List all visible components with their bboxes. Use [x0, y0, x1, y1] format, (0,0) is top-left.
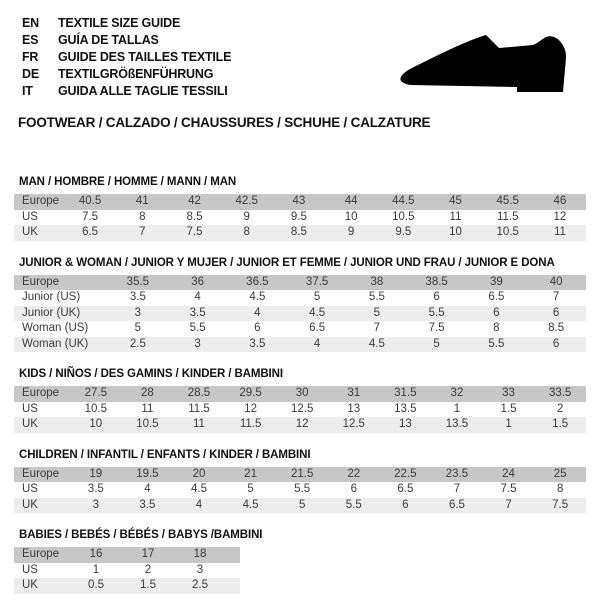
- size-cell: 2.5: [192, 579, 208, 591]
- row-label: UK: [22, 498, 38, 511]
- size-cell: 21.5: [290, 467, 314, 480]
- size-table-title: KIDS / NIÑOS / DES GAMINS / KINDER / BAMBINI: [19, 368, 283, 380]
- size-cell: 37.5: [305, 275, 329, 288]
- size-cell: 9.5: [395, 226, 412, 238]
- size-tables-container: [14, 177, 586, 594]
- size-cell: 9: [347, 226, 355, 238]
- size-cell: 6: [254, 322, 261, 334]
- size-cell: 45: [449, 195, 462, 207]
- row-label: Junior (US): [22, 291, 81, 303]
- row-label: Europe: [22, 467, 60, 480]
- size-cell: 8: [493, 322, 500, 334]
- size-cell: 13: [347, 402, 361, 415]
- size-cell: 40: [549, 275, 563, 288]
- table-row: [14, 578, 240, 594]
- size-cell: 44.5: [392, 195, 415, 207]
- language-code: IT: [22, 84, 33, 98]
- size-cell: 5.5: [488, 337, 505, 350]
- size-table: [14, 547, 240, 594]
- size-cell: 11: [553, 226, 566, 238]
- size-cell: 6: [433, 291, 440, 303]
- size-cell: 42.5: [235, 195, 258, 207]
- row-label: Woman (UK): [22, 337, 89, 350]
- table-row: [14, 547, 240, 563]
- size-cell: 3: [134, 306, 142, 319]
- size-table-title: CHILDREN / INFANTIL / ENFANTS / KINDER / BAMBINI: [19, 448, 311, 461]
- size-cell: 4: [194, 291, 201, 303]
- size-cell: 20: [192, 467, 206, 480]
- row-label: UK: [22, 418, 38, 430]
- size-cell: 5: [313, 291, 321, 303]
- size-cell: 2.5: [129, 337, 146, 350]
- size-cell: 1: [505, 418, 512, 430]
- table-row: [14, 337, 586, 353]
- size-cell: 33: [502, 387, 515, 399]
- table-row: [14, 482, 586, 498]
- size-cell: 25: [553, 467, 567, 480]
- size-cell: 5: [373, 306, 381, 319]
- row-label: US: [22, 483, 38, 495]
- size-cell: 10.5: [392, 210, 415, 223]
- size-cell: 3.5: [87, 483, 104, 495]
- size-table: [14, 194, 586, 241]
- size-cell: 6.5: [82, 226, 99, 238]
- size-table: [14, 467, 586, 514]
- size-cell: 42: [188, 195, 201, 207]
- size-cell: 10.5: [496, 226, 519, 238]
- size-cell: 45.5: [496, 195, 519, 207]
- language-code: DE: [22, 67, 39, 81]
- size-cell: 7: [373, 322, 381, 334]
- size-cell: 0.5: [88, 579, 104, 591]
- language-title: GUIDE DES TAILLES TEXTILE: [58, 50, 232, 64]
- size-cell: 6.5: [309, 322, 326, 334]
- size-cell: 10: [344, 210, 358, 223]
- size-cell: 24: [502, 467, 515, 480]
- size-cell: 4: [254, 306, 261, 319]
- size-cell: 7: [453, 483, 461, 495]
- size-cell: 1.5: [552, 418, 569, 430]
- size-cell: 6: [402, 498, 409, 511]
- size-cell: 8: [139, 210, 146, 223]
- table-row: [14, 467, 586, 483]
- size-cell: 6: [552, 337, 560, 350]
- size-table-section: [14, 450, 586, 514]
- row-label: Junior (UK): [22, 306, 81, 319]
- size-cell: 4: [144, 483, 151, 495]
- language-title: GUÍA DE TALLAS: [58, 33, 159, 47]
- row-label: US: [22, 563, 38, 576]
- size-cell: 7: [139, 226, 146, 238]
- size-cell: 8.5: [290, 226, 307, 238]
- size-cell: 6: [493, 306, 500, 319]
- size-table-section: [14, 530, 586, 594]
- size-cell: 4.5: [309, 306, 326, 319]
- language-code: FR: [22, 50, 39, 64]
- row-label: Europe: [22, 387, 60, 399]
- size-cell: 27.5: [84, 387, 107, 399]
- size-cell: 12: [553, 210, 567, 223]
- row-label: Europe: [22, 275, 60, 288]
- size-cell: 39: [489, 275, 503, 288]
- size-table-section: [14, 369, 586, 433]
- category-title: FOOTWEAR / CALZADO / CHAUSSURES / SCHUHE / CALZATURE: [18, 115, 431, 130]
- language-title: TEXTILGRÖßENFÜHRUNG: [58, 67, 214, 81]
- size-cell: 5.5: [189, 322, 206, 334]
- size-cell: 5: [433, 337, 440, 350]
- size-cell: 10.5: [84, 402, 107, 415]
- size-cell: 5: [134, 322, 142, 334]
- size-cell: 4.5: [368, 337, 385, 350]
- table-row: [14, 417, 586, 433]
- size-cell: 1.5: [500, 402, 517, 415]
- size-cell: 21: [244, 467, 257, 480]
- size-cell: 4.5: [242, 498, 259, 511]
- size-cell: 19.5: [136, 467, 159, 480]
- size-cell: 12: [295, 418, 309, 430]
- size-cell: 28: [140, 387, 154, 399]
- size-cell: 2: [144, 563, 152, 576]
- size-table-section: [14, 258, 586, 353]
- size-cell: 8: [243, 226, 250, 238]
- size-cell: 3.5: [129, 291, 146, 303]
- table-row: [14, 194, 586, 210]
- size-cell: 12.5: [290, 402, 314, 415]
- size-table-title: JUNIOR & WOMAN / JUNIOR Y MUJER / JUNIOR ET FEMME / JUNIOR UND FRAU / JUNIOR E DONA: [19, 256, 555, 269]
- size-cell: 11: [141, 402, 154, 415]
- size-cell: 5.5: [428, 306, 445, 319]
- size-cell: 17: [141, 548, 155, 560]
- size-cell: 11: [193, 418, 205, 430]
- size-cell: 10.5: [136, 418, 159, 430]
- size-table: [14, 386, 586, 433]
- size-cell: 36.5: [246, 275, 269, 288]
- size-cell: 18: [193, 548, 207, 560]
- table-row: [14, 306, 586, 322]
- size-cell: 6: [552, 306, 560, 319]
- size-cell: 3.5: [249, 337, 266, 350]
- size-table-title: BABIES / BEBÉS / BÉBÉS / BABYS /BAMBINI: [19, 529, 263, 541]
- size-cell: 7.5: [186, 226, 203, 238]
- size-cell: 23.5: [445, 467, 469, 480]
- table-row: [14, 386, 586, 402]
- size-cell: 11.5: [239, 418, 262, 430]
- size-cell: 9: [243, 210, 250, 223]
- size-cell: 29.5: [239, 387, 262, 399]
- size-cell: 6.5: [488, 291, 505, 303]
- size-cell: 8.5: [186, 210, 203, 223]
- size-cell: 22: [347, 467, 361, 480]
- size-cell: 5.5: [294, 483, 311, 495]
- size-cell: 13: [398, 418, 412, 430]
- table-row: [14, 563, 240, 579]
- table-row: [14, 498, 586, 514]
- size-cell: 4.5: [249, 291, 266, 303]
- size-cell: 3: [92, 498, 99, 511]
- size-cell: 28.5: [187, 387, 211, 399]
- size-cell: 6: [350, 483, 357, 495]
- language-title: GUIDA ALLE TAGLIE TESSILI: [58, 84, 228, 98]
- size-cell: 4.5: [190, 483, 207, 495]
- size-cell: 5: [298, 498, 306, 511]
- size-cell: 6.5: [448, 498, 465, 511]
- size-cell: 11.5: [188, 402, 210, 415]
- size-cell: 41: [135, 195, 149, 207]
- size-cell: 22.5: [394, 467, 417, 480]
- size-cell: 1: [453, 402, 461, 415]
- table-row: [14, 225, 586, 241]
- size-cell: 43: [292, 195, 306, 207]
- size-cell: 2: [556, 402, 564, 415]
- size-cell: 31: [347, 387, 361, 399]
- size-cell: 1.5: [140, 579, 156, 591]
- size-cell: 5.5: [368, 291, 385, 303]
- size-cell: 5: [247, 483, 254, 495]
- size-cell: 35.5: [126, 275, 150, 288]
- table-row: [14, 275, 586, 291]
- table-row: [14, 321, 586, 337]
- size-cell: 3.5: [139, 498, 156, 511]
- size-cell: 11: [449, 210, 462, 223]
- language-title: TEXTILE SIZE GUIDE: [58, 16, 181, 30]
- size-cell: 1: [92, 563, 100, 576]
- size-cell: 30: [295, 387, 309, 399]
- size-cell: 16: [89, 548, 103, 560]
- dress-shoe-icon: [399, 32, 569, 94]
- size-cell: 7.5: [500, 483, 517, 495]
- row-label: UK: [22, 579, 38, 591]
- row-label: Europe: [22, 548, 60, 560]
- size-cell: 31.5: [394, 387, 417, 399]
- table-row: [14, 290, 586, 306]
- size-cell: 44: [344, 195, 358, 207]
- size-cell: 8.5: [548, 322, 565, 334]
- language-code: ES: [22, 33, 39, 47]
- size-cell: 33.5: [548, 387, 572, 399]
- size-cell: 7.5: [82, 210, 99, 223]
- size-cell: 9.5: [290, 210, 307, 223]
- row-label: Europe: [22, 195, 60, 207]
- row-label: US: [22, 402, 38, 415]
- size-cell: 6.5: [397, 483, 414, 495]
- size-cell: 7.5: [428, 322, 445, 334]
- size-cell: 40.5: [78, 195, 102, 207]
- table-row: [14, 210, 586, 226]
- size-cell: 4: [313, 337, 321, 350]
- size-cell: 13.5: [445, 418, 469, 430]
- size-cell: 19: [89, 467, 103, 480]
- size-cell: 7: [552, 291, 560, 303]
- row-label: UK: [22, 226, 38, 238]
- size-cell: 4: [195, 498, 203, 511]
- size-table-title: MAN / HOMBRE / HOMME / MANN / MAN: [19, 176, 237, 188]
- size-cell: 10: [449, 226, 462, 238]
- size-cell: 3.5: [189, 306, 206, 319]
- row-label: US: [22, 210, 38, 223]
- language-row-en: [14, 15, 586, 32]
- size-cell: 10: [89, 418, 103, 430]
- size-cell: 38: [370, 275, 384, 288]
- size-cell: 8: [556, 483, 564, 495]
- size-table: [14, 275, 586, 353]
- size-cell: 38.5: [425, 275, 448, 288]
- size-cell: 5.5: [345, 498, 362, 511]
- size-cell: 12: [244, 402, 257, 415]
- size-cell: 46: [553, 195, 567, 207]
- size-cell: 12.5: [342, 418, 365, 430]
- size-cell: 7.5: [552, 498, 569, 511]
- size-table-section: [14, 177, 586, 241]
- row-label: Woman (US): [22, 322, 89, 334]
- table-row: [14, 402, 586, 418]
- size-cell: 7: [505, 498, 512, 511]
- size-cell: 13.5: [394, 402, 417, 415]
- size-cell: 11.5: [496, 210, 519, 223]
- size-cell: 3: [196, 563, 204, 576]
- size-cell: 36: [191, 275, 205, 288]
- size-cell: 32: [450, 387, 464, 399]
- size-cell: 3: [194, 337, 201, 350]
- language-code: EN: [22, 16, 39, 30]
